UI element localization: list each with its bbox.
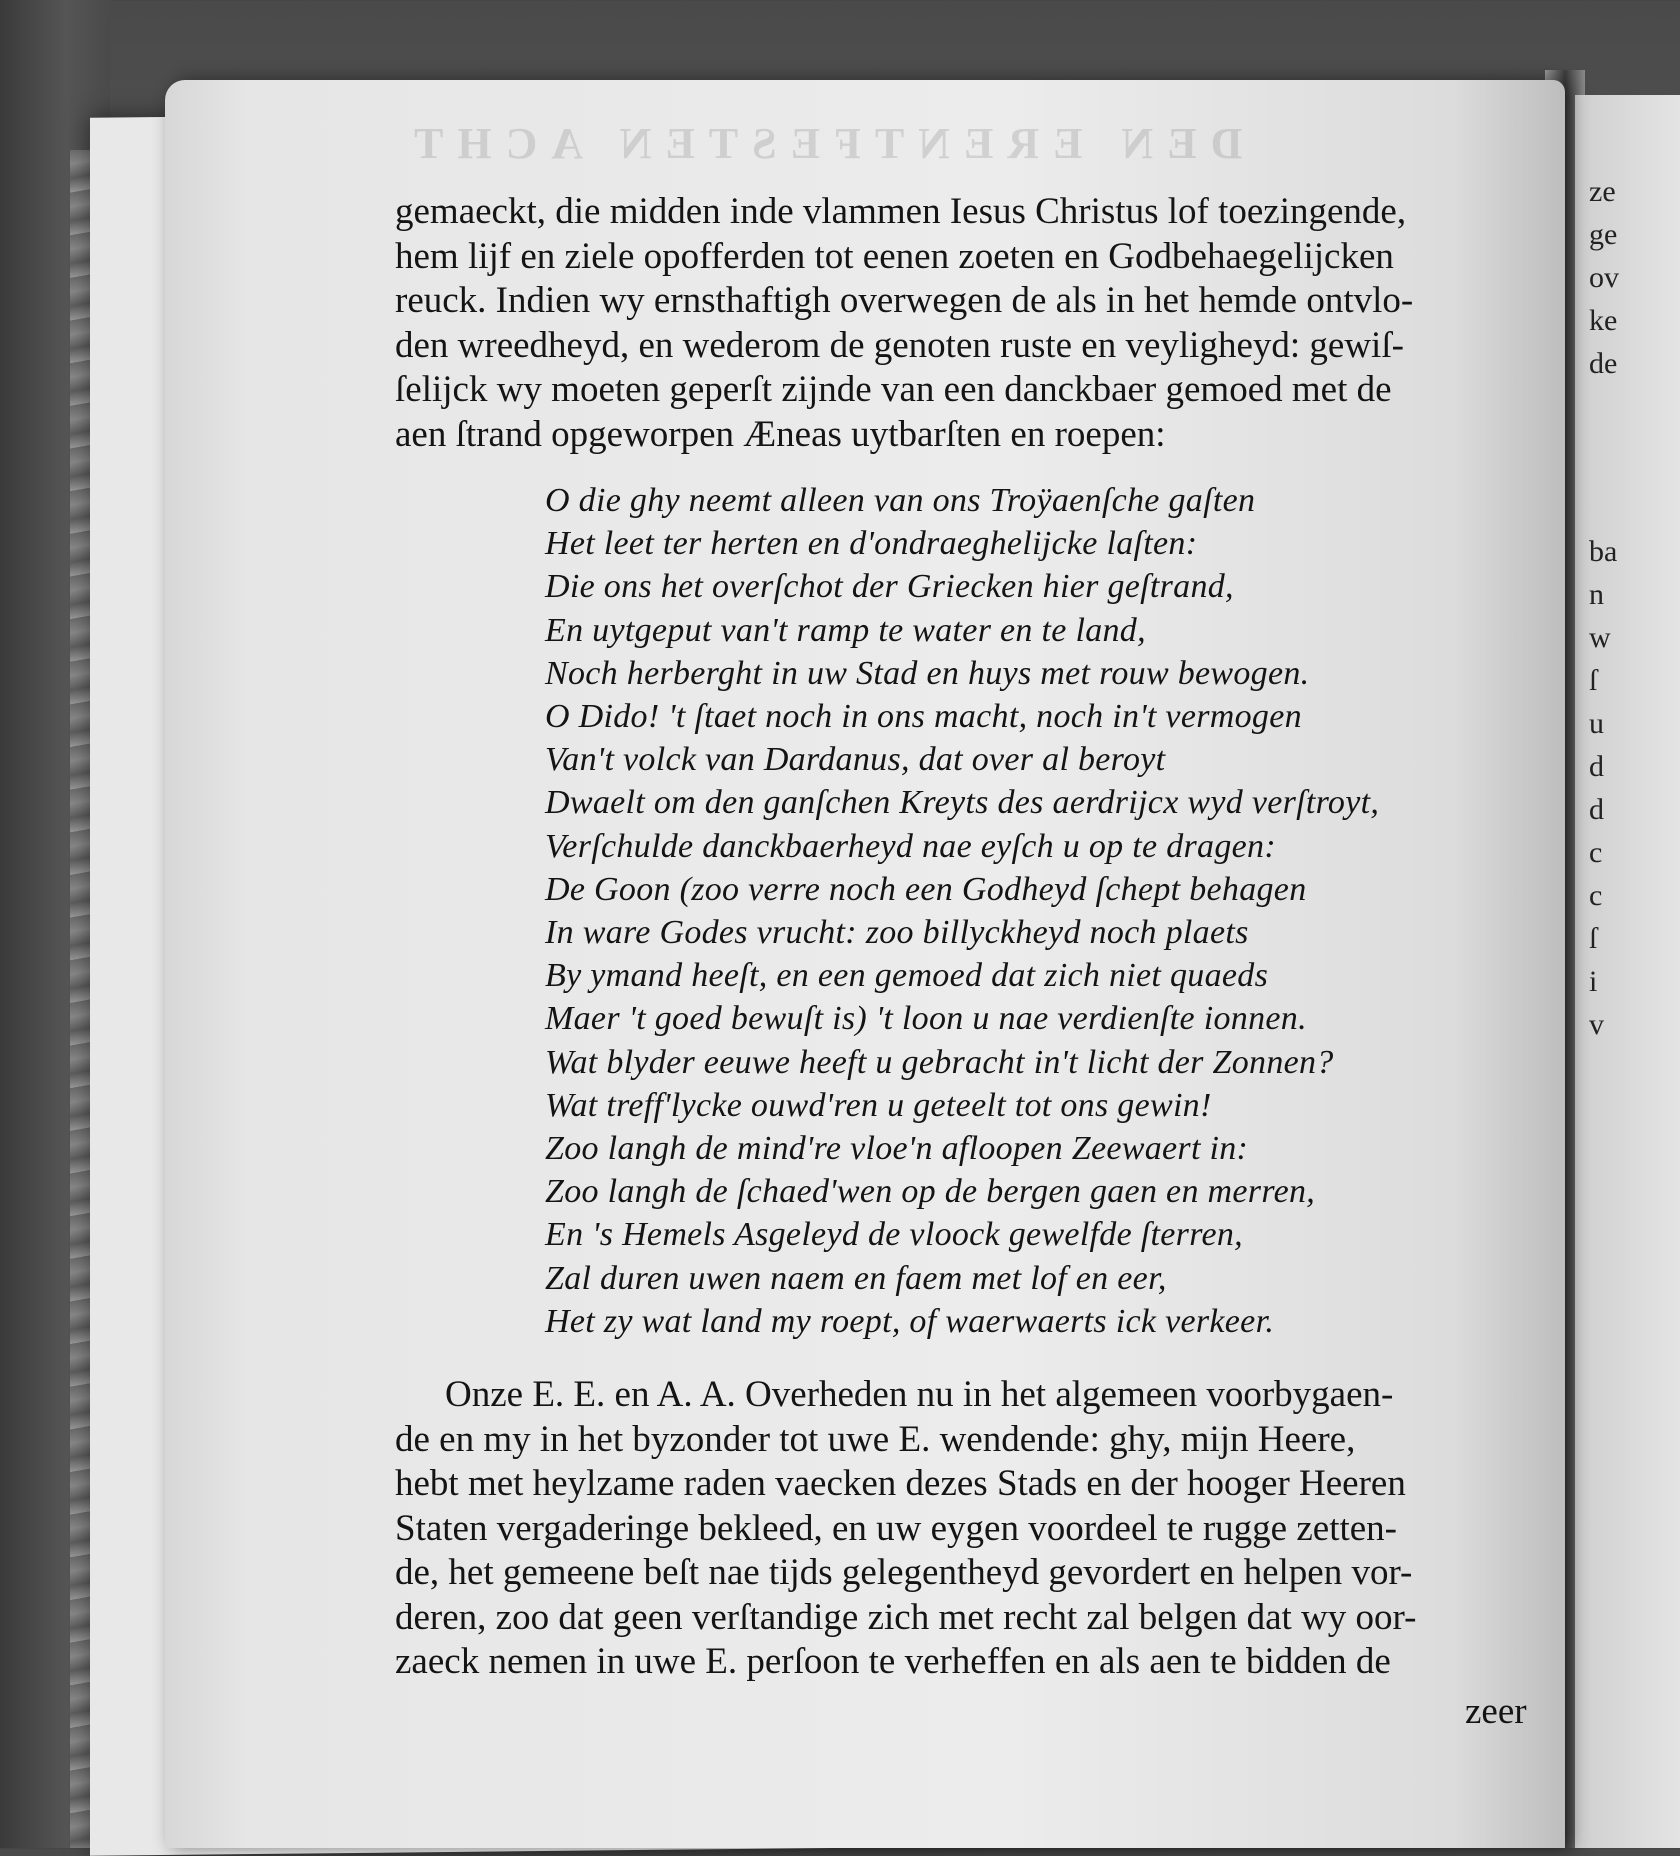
prose-line: de, het gemeene beſt nae tijds gelegentheyd gevordert en helpen vor- [395,1552,1413,1594]
verse-line: O die ghy neemt alleen van ons Troÿaenſche gaſten [545,482,1256,519]
verse-line: Zoo langh de ſchaed'wen op de bergen gaen en merren, [545,1173,1316,1211]
facing-page-fragment: c [1589,836,1603,869]
facing-page-fragment: u [1589,707,1604,740]
prose-line: Onze E. E. en A. A. Overheden nu in het algemeen voorbygaen- [445,1374,1394,1416]
facing-page-fragment: n [1589,578,1604,611]
prose-line: reuck. Indien wy ernsthaftigh overwegen de als in het hemde ontvlo- [395,280,1414,321]
prose-line: hebt met heylzame raden vaecken dezes Stads en der hooger Heeren [395,1463,1406,1505]
facing-page [1575,95,1680,1848]
facing-page-fragment: ſ [1589,664,1598,697]
facing-page-fragment: ſ [1589,922,1598,955]
prose-line: den wreedheyd, en wederom de genoten ruste en veyligheyd: gewiſ- [395,324,1404,366]
verse-line: By ymand heeſt, en een gemoed dat zich niet quaeds [545,957,1269,995]
prose-line: de en my in het byzonder tot uwe E. wendende: ghy, mijn Heere, [395,1418,1356,1460]
verse-line: Noch herberght in uw Stad en huys met rouw bewogen. [545,654,1310,692]
bleed-through-heading: DEN ERENTFESTEN ACHT [400,119,1243,168]
verse-line: Het leet ter herten en d'ondraeghelijcke laſten: [545,525,1198,563]
verse-line: Wat treff'lycke ouwd'ren u geteelt tot ons gewin! [545,1086,1212,1124]
verse-line: Dwaelt om den ganſchen Kreyts des aerdrijcx wyd verſtroyt, [545,784,1380,822]
verse-line: Wat blyder eeuwe heeft u gebracht in't licht der Zonnen? [545,1043,1334,1081]
facing-page-fragment: ge [1589,218,1618,251]
opening-paragraph [395,190,1545,457]
verse-line: En 's Hemels Asgeleyd de vloock gewelfde ſterren, [545,1216,1243,1254]
verse-line: Die ons het overſchot der Griecken hier geſtrand, [545,568,1234,606]
prose-line: Staten vergaderinge bekleed, en uw eygen voordeel te rugge zetten- [395,1507,1397,1549]
prose-line: gemaeckt, die midden inde vlammen Iesus Christus lof toezingende, [395,191,1407,232]
facing-page-fragment: de [1589,347,1618,380]
catchword: zeer [1465,1691,1527,1732]
page-text [395,190,1545,1685]
facing-page-fragment: d [1589,793,1604,826]
facing-page-fragment: ke [1589,304,1618,337]
verse-line: De Goon (zoo verre noch een Godheyd ſchept behagen [545,870,1307,908]
verse-line: En uytgeput van't ramp te water en te land, [545,611,1146,649]
facing-page-fragment: ze [1589,175,1616,208]
verse-line: Verſchulde danckbaerheyd nae eyſch u op te dragen: [545,827,1276,865]
facing-page-fragment: ba [1589,535,1618,568]
prose-line: deren, zoo dat geen verſtandige zich met recht zal belgen dat wy oor- [395,1596,1417,1638]
verse-line: Zoo langh de mind're vloe'n afloopen Zeewaert in: [545,1130,1249,1168]
verse-line: Het zy wat land my roept, of waerwaerts ick verkeer. [545,1302,1275,1340]
facing-page-fragment: c [1589,879,1603,912]
prose-line: ſelijck wy moeten geperſt zijnde van een danckbaer gemoed met de [395,369,1392,410]
verse-line: Zal duren uwen naem en faem met lof en eer, [545,1259,1167,1297]
facing-page-fragment: ov [1589,261,1619,294]
verse-block [545,479,1545,1343]
verse-line: In ware Godes vrucht: zoo billyckheyd noch plaets [545,914,1249,952]
verse-line: O Dido! 't ſtaet noch in ons macht, noch in't vermogen [545,698,1302,736]
prose-line: zaeck nemen in uwe E. perſoon te verheffen en als aen te bidden de [395,1641,1391,1683]
prose-line: aen ſtrand opgeworpen Æneas uytbarſten en roepen: [395,413,1166,455]
verse-line: Van't volck van Dardanus, dat over al beroyt [545,741,1166,779]
facing-page-fragment: v [1589,1008,1604,1041]
verse-line: Maer 't goed bewuſt is) 't loon u nae verdienſte ionnen. [545,1000,1307,1038]
facing-page-fragment: i [1589,965,1598,998]
prose-line: hem lijf en ziele opofferden tot eenen zoeten en Godbehaegelijcken [395,235,1394,277]
closing-paragraph [395,1373,1545,1685]
facing-page-fragment: d [1589,750,1604,783]
facing-page-fragment: w [1589,621,1611,654]
